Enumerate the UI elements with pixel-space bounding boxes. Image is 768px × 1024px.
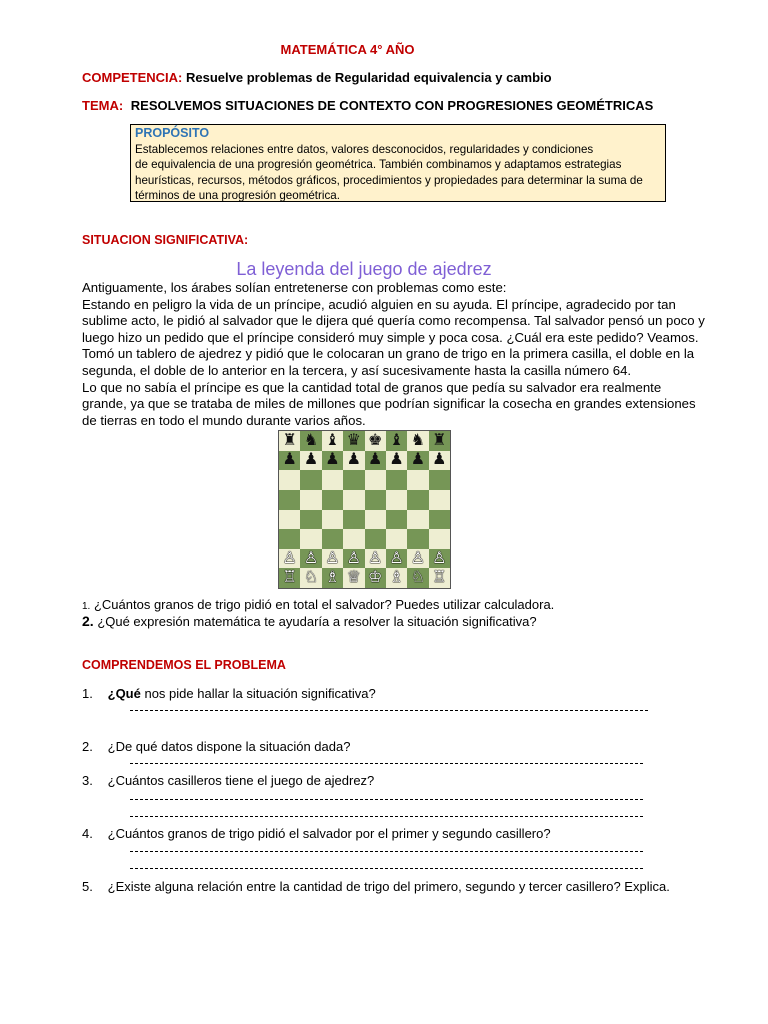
item-text: ¿Cuántos granos de trigo pidió el salvador por el primer y segundo casillero?	[107, 826, 551, 841]
board-square	[322, 470, 343, 490]
item-bold: ¿Qué	[107, 686, 141, 701]
board-square	[365, 510, 386, 530]
board-square	[279, 490, 300, 510]
chess-piece-icon: ♙	[282, 549, 297, 567]
answer-line[interactable]	[130, 763, 643, 764]
board-square	[386, 549, 407, 569]
chess-piece-icon: ♘	[303, 569, 319, 587]
board-square	[300, 470, 321, 490]
chess-piece-icon: ♜	[282, 431, 297, 449]
board-square	[300, 510, 321, 530]
question-2	[82, 613, 537, 629]
board-square	[386, 431, 407, 451]
proposito-box	[130, 124, 666, 202]
comprendemos-item	[82, 773, 374, 788]
board-square	[322, 529, 343, 549]
chess-piece-icon: ♚	[368, 431, 383, 449]
board-square	[279, 510, 300, 530]
chess-piece-icon: ♗	[389, 569, 404, 587]
board-square	[279, 431, 300, 451]
chess-piece-icon: ♞	[410, 431, 426, 449]
item-text: ¿De qué datos dispone la situación dada?	[107, 739, 351, 754]
chess-piece-icon: ♕	[346, 569, 361, 587]
chess-piece-icon: ♜	[432, 431, 447, 449]
proposito-line: Establecemos relaciones entre datos, valores desconocidos, regularidades y condiciones	[135, 142, 594, 156]
board-square	[343, 490, 364, 510]
answer-line[interactable]	[130, 868, 643, 869]
board-square	[429, 431, 450, 451]
question-number: 2.	[82, 613, 94, 629]
chess-piece-icon: ♖	[432, 569, 447, 587]
board-square	[279, 451, 300, 471]
chess-piece-icon: ♝	[389, 431, 404, 449]
board-square	[365, 549, 386, 569]
board-square	[343, 470, 364, 490]
item-number: 5.	[82, 879, 93, 894]
tema-label: TEMA:	[82, 98, 124, 113]
chess-piece-icon: ♛	[346, 431, 361, 449]
proposito-line: heurísticas, recursos, métodos gráficos, procedimientos y propiedades para determinar la suma de	[135, 173, 643, 187]
chess-piece-icon: ♟	[282, 451, 297, 469]
chess-piece-icon: ♘	[410, 569, 426, 587]
competencia-text: Resuelve problemas de Regularidad equivalencia y cambio	[186, 70, 552, 85]
board-square	[279, 529, 300, 549]
board-square	[322, 451, 343, 471]
board-square	[407, 431, 428, 451]
chess-piece-icon: ♟	[410, 451, 426, 469]
board-square	[429, 549, 450, 569]
chessboard-image	[278, 430, 451, 589]
comprendemos-item	[82, 879, 670, 894]
answer-line[interactable]	[130, 710, 648, 711]
board-square	[365, 451, 386, 471]
story-title: La leyenda del juego de ajedrez	[236, 259, 492, 279]
story-paragraph: Estando en peligro la vida de un príncipe, acudió alguien en su ayuda. El príncipe, agradecido por tan sublime acto, le pidió al salvador que le dijera qué quería como recompensa. Tal salvador pensó un poco y luego hizo un pedido que el príncipe consideró muy simple y poca cosa. ¿Cuál era este pedido? Veamos. Tomó un tablero de ajedrez y pidió que le colocaran un grano de trigo en la primera casilla, el doble en la segunda, el doble de lo anterior en la tercera, y así sucesivamente hasta la casilla número 64.	[82, 296, 705, 378]
board-square	[407, 549, 428, 569]
board-square	[279, 549, 300, 569]
board-square	[300, 451, 321, 471]
question-text: ¿Qué expresión matemática te ayudaría a resolver la situación significativa?	[97, 614, 537, 629]
board-square	[429, 451, 450, 471]
chess-piece-icon: ♙	[432, 549, 447, 567]
chess-piece-icon: ♟	[389, 451, 404, 469]
board-square	[365, 490, 386, 510]
board-square	[429, 529, 450, 549]
board-square	[343, 451, 364, 471]
item-text: ¿Cuántos casilleros tiene el juego de ajedrez?	[107, 773, 375, 788]
chess-piece-icon: ♖	[282, 569, 297, 587]
board-square	[386, 451, 407, 471]
board-square	[279, 568, 300, 588]
proposito-line: de equivalencia de una progresión geométrica. También combinamos y adaptamos estrategias	[135, 158, 622, 171]
item-text: nos pide hallar la situación significativa?	[140, 686, 376, 701]
board-square	[429, 470, 450, 490]
board-square	[407, 490, 428, 510]
chess-piece-icon: ♟	[432, 451, 447, 469]
chess-piece-icon: ♙	[325, 549, 340, 567]
board-square	[407, 510, 428, 530]
board-square	[343, 431, 364, 451]
board-square	[343, 568, 364, 588]
answer-line[interactable]	[130, 816, 643, 817]
chess-piece-icon: ♝	[325, 431, 340, 449]
board-square	[429, 490, 450, 510]
board-square	[365, 431, 386, 451]
board-square	[322, 431, 343, 451]
item-text: ¿Existe alguna relación entre la cantidad de trigo del primero, segundo y tercer casillero? Explica.	[107, 879, 670, 894]
board-square	[407, 568, 428, 588]
board-square	[343, 549, 364, 569]
question-1	[82, 597, 554, 612]
board-square	[365, 568, 386, 588]
chess-piece-icon: ♟	[368, 451, 383, 469]
board-square	[386, 529, 407, 549]
board-square	[300, 490, 321, 510]
board-square	[279, 470, 300, 490]
comprendemos-item	[82, 826, 551, 841]
chess-piece-icon: ♙	[368, 549, 383, 567]
board-square	[300, 529, 321, 549]
board-square	[386, 510, 407, 530]
item-number: 2.	[82, 739, 93, 754]
board-square	[386, 470, 407, 490]
board-square	[407, 451, 428, 471]
board-square	[300, 549, 321, 569]
chess-piece-icon: ♞	[303, 431, 319, 449]
item-number: 1.	[82, 686, 93, 701]
chess-piece-icon: ♟	[303, 451, 319, 469]
chess-piece-icon: ♗	[325, 569, 340, 587]
board-square	[407, 529, 428, 549]
chess-piece-icon: ♙	[346, 549, 361, 567]
chess-piece-icon: ♙	[410, 549, 426, 567]
board-square	[386, 490, 407, 510]
board-square	[322, 549, 343, 569]
board-square	[429, 510, 450, 530]
board-square	[429, 568, 450, 588]
competencia-line	[82, 70, 552, 85]
answer-line[interactable]	[130, 851, 643, 852]
board-square	[407, 470, 428, 490]
proposito-line: términos de una progresión geométrica.	[135, 189, 340, 202]
board-square	[343, 510, 364, 530]
board-square	[343, 529, 364, 549]
situacion-label: SITUACION SIGNIFICATIVA:	[82, 233, 249, 247]
story-paragraph: Antiguamente, los árabes solían entretenerse con problemas como este:	[82, 280, 507, 295]
chess-piece-icon: ♟	[346, 451, 361, 469]
item-number: 4.	[82, 826, 93, 841]
chess-piece-icon: ♙	[303, 549, 319, 567]
competencia-label: COMPETENCIA:	[82, 70, 183, 85]
answer-line[interactable]	[130, 799, 643, 800]
comprendemos-label: COMPRENDEMOS EL PROBLEMA	[82, 658, 286, 672]
proposito-title: PROPÓSITO	[135, 126, 210, 140]
chess-piece-icon: ♙	[389, 549, 404, 567]
chess-piece-icon: ♔	[368, 569, 383, 587]
board-square	[322, 490, 343, 510]
story-paragraph: Lo que no sabía el príncipe es que la cantidad total de granos que pedía su salvador era realmente grande, ya que se trataba de miles de millones que podrían significar la cosecha en grandes extensiones de tierras en todo el mundo durante varios años.	[82, 379, 696, 428]
board-square	[365, 529, 386, 549]
board-square	[365, 470, 386, 490]
document-title: MATEMÁTICA 4° AÑO	[280, 42, 415, 57]
board-square	[300, 568, 321, 588]
item-number: 3.	[82, 773, 93, 788]
board-square	[386, 568, 407, 588]
question-text: ¿Cuántos granos de trigo pidió en total el salvador? Puedes utilizar calculadora.	[93, 597, 555, 612]
board-square	[322, 568, 343, 588]
question-number: 1.	[82, 601, 91, 612]
chess-piece-icon: ♟	[325, 451, 340, 469]
board-square	[300, 431, 321, 451]
tema-text: RESOLVEMOS SITUACIONES DE CONTEXTO CON PROGRESIONES GEOMÉTRICAS	[130, 98, 654, 113]
comprendemos-item	[82, 686, 376, 701]
board-square	[322, 510, 343, 530]
tema-line	[82, 98, 653, 113]
story-text	[82, 280, 707, 429]
comprendemos-item	[82, 739, 350, 754]
